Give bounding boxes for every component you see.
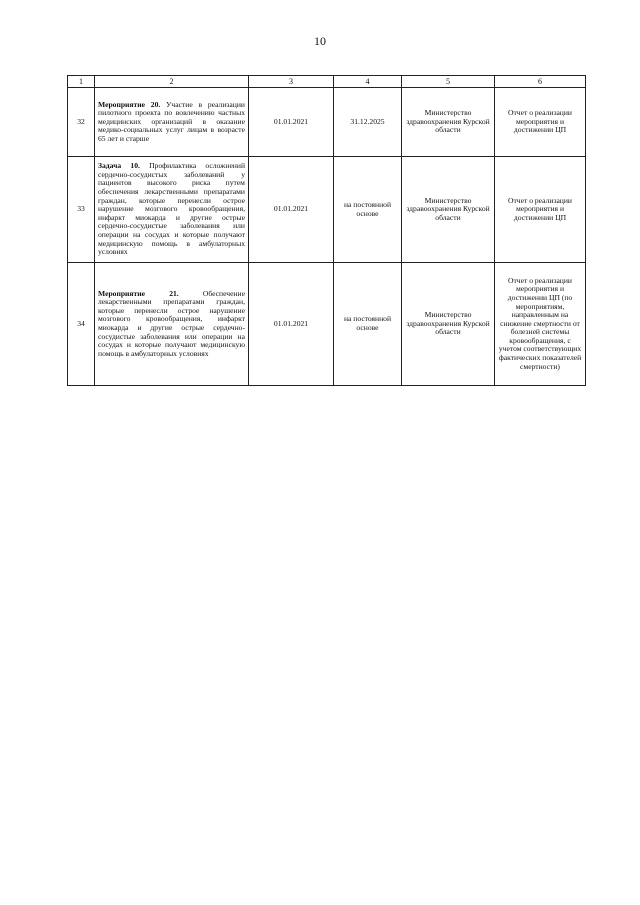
table-row bbox=[68, 88, 586, 157]
activity-description bbox=[95, 263, 249, 386]
start-date: 01.01.2021 bbox=[249, 157, 334, 263]
end-date: на постоянной основе bbox=[334, 263, 402, 386]
start-date: 01.01.2021 bbox=[249, 263, 334, 386]
activity-text: Профилактика осложнений сердечно-сосудистых заболеваний у пациентов высокого риска путем обеспечения лекарственными препаратами граждан, которые перенесли острое нарушение мозгового кровообращения, инфаркт миокарда и другие острые сердечно-сосудистые заболевания или операции на сосудах и которые получают медицинскую помощь в амбулаторных условиях bbox=[98, 161, 246, 257]
column-header: 3 bbox=[249, 76, 334, 88]
plan-table bbox=[67, 75, 586, 386]
start-date: 01.01.2021 bbox=[249, 88, 334, 157]
column-header: 5 bbox=[402, 76, 495, 88]
activity-title: Задача 10. bbox=[98, 161, 140, 171]
activity-text: Участие в реализации пилотного проекта по вовлечению частных медицинских организаций в оказание медико-социальных услуг лицам в возрасте 65 лет и старше bbox=[98, 99, 245, 143]
header-row bbox=[68, 76, 586, 88]
activity-text: Обеспечение лекарственными препаратами граждан, которые перенесли острое нарушение мозгового кровообращения, инфаркт миокарда и другие острые сердечно-сосудистые заболевания или операции на сосудах и которые получают медицинскую помощь в амбулаторных условиях bbox=[98, 288, 245, 358]
executor: Министерство здравоохранения Курской области bbox=[402, 263, 495, 386]
column-header: 2 bbox=[95, 76, 249, 88]
report-form: Отчет о реализации мероприятия и достижении ЦП (по мероприятиям, направленным на снижение смертности от болезней системы кровообращения, с учетом соответствующих фактических показателей смертности) bbox=[495, 263, 586, 386]
report-form: Отчет о реализации мероприятия и достижении ЦП bbox=[495, 157, 586, 263]
page-number: 10 bbox=[314, 34, 326, 48]
column-header: 1 bbox=[68, 76, 95, 88]
row-number: 33 bbox=[68, 157, 95, 263]
table-row bbox=[68, 263, 586, 386]
report-form: Отчет о реализации мероприятия и достижении ЦП bbox=[495, 88, 586, 157]
table-row bbox=[68, 157, 586, 263]
executor: Министерство здравоохранения Курской области bbox=[402, 88, 495, 157]
end-date: 31.12.2025 bbox=[334, 88, 402, 157]
activity-title: Мероприятие 20. bbox=[98, 99, 161, 109]
column-header: 4 bbox=[334, 76, 402, 88]
end-date: на постоянной основе bbox=[334, 157, 402, 263]
activity-title: Мероприятие 21. bbox=[98, 288, 179, 298]
row-number: 34 bbox=[68, 263, 95, 386]
row-number: 32 bbox=[68, 88, 95, 157]
activity-description bbox=[95, 88, 249, 157]
executor: Министерство здравоохранения Курской области bbox=[402, 157, 495, 263]
activity-description bbox=[95, 157, 249, 263]
column-header: 6 bbox=[495, 76, 586, 88]
